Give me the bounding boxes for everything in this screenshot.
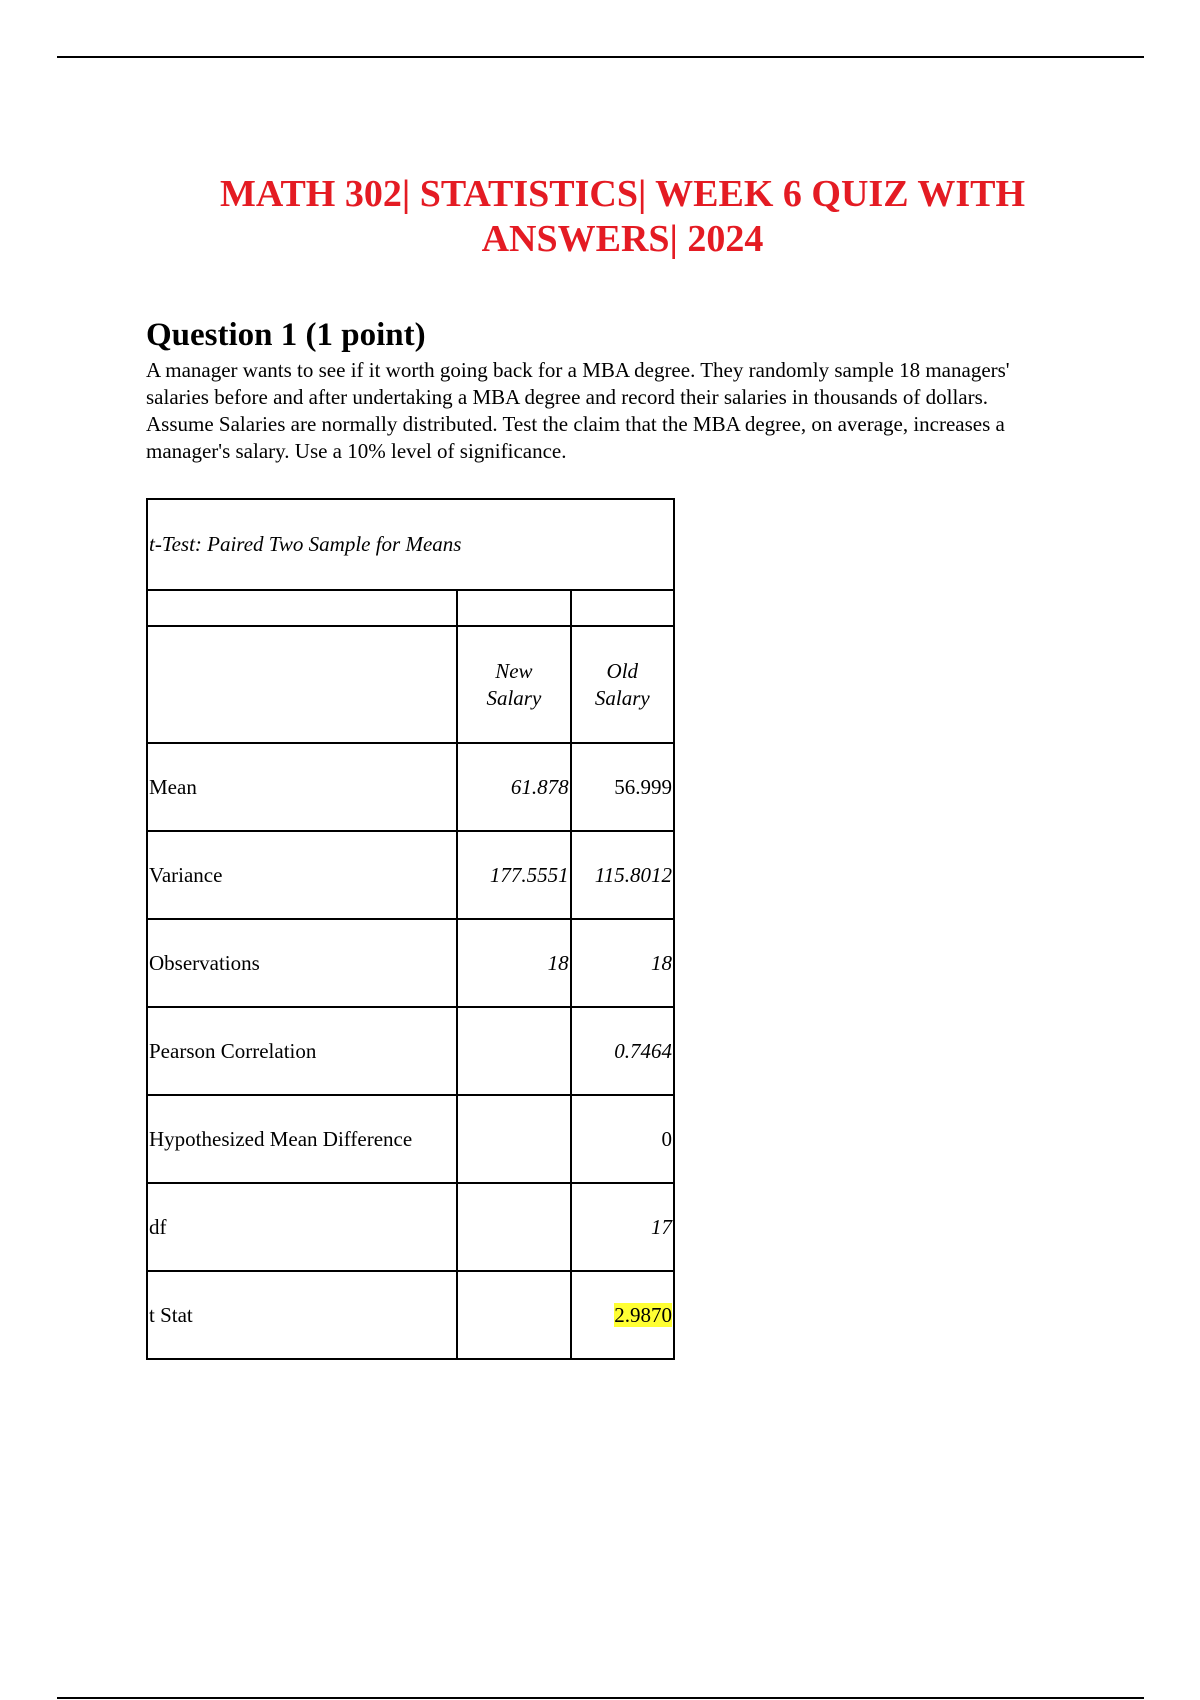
blank-cell xyxy=(457,590,570,626)
table-title: t-Test: Paired Two Sample for Means xyxy=(147,499,674,590)
table-row-mean xyxy=(147,743,674,831)
title-line-2: ANSWERS| 2024 xyxy=(481,218,764,260)
cell-old-salary: 115.8012 xyxy=(571,831,674,919)
table-row-t-stat xyxy=(147,1271,674,1359)
table-header-row xyxy=(147,626,674,743)
top-rule xyxy=(57,56,1144,58)
blank-cell xyxy=(571,590,674,626)
table-blank-row xyxy=(147,590,674,626)
document-title xyxy=(130,172,1115,262)
row-label: Hypothesized Mean Difference xyxy=(147,1095,457,1183)
title-line-1: MATH 302| STATISTICS| WEEK 6 QUIZ WITH xyxy=(219,173,1026,215)
cell-old-salary: 0.7464 xyxy=(571,1007,674,1095)
row-label: t Stat xyxy=(147,1271,457,1359)
question-heading: Question 1 (1 point) xyxy=(146,317,426,353)
cell-new-salary: 177.5551 xyxy=(457,831,570,919)
table-row-df xyxy=(147,1183,674,1271)
cell-new-salary xyxy=(457,1271,570,1359)
cell-old-salary: 17 xyxy=(571,1183,674,1271)
table-row-pearson-correlation xyxy=(147,1007,674,1095)
row-label: Pearson Correlation xyxy=(147,1007,457,1095)
question-text: A manager wants to see if it worth going back for a MBA degree. They randomly sample 18 managers' salaries before and after undertaking a MBA degree and record their salaries in thousands of dollars. Assume Salaries are normally distributed. Test the claim that the MBA degree, on average, increases a manager's salary. Use a 10% level of significance. xyxy=(146,358,1010,463)
cell-new-salary xyxy=(457,1007,570,1095)
row-label: Mean xyxy=(147,743,457,831)
cell-new-salary: 18 xyxy=(457,919,570,1007)
header-empty-cell xyxy=(147,626,457,743)
table-row-hypothesized-mean-difference xyxy=(147,1095,674,1183)
column-header-old-salary: Old Salary xyxy=(571,626,674,743)
t-test-table xyxy=(146,498,675,1360)
row-label: df xyxy=(147,1183,457,1271)
cell-old-salary: 18 xyxy=(571,919,674,1007)
cell-old-salary-highlighted xyxy=(571,1271,674,1359)
cell-new-salary xyxy=(457,1095,570,1183)
row-label: Variance xyxy=(147,831,457,919)
cell-new-salary xyxy=(457,1183,570,1271)
column-header-new-salary: New Salary xyxy=(457,626,570,743)
table-title-row xyxy=(147,499,674,590)
blank-cell xyxy=(147,590,457,626)
table-row-observations xyxy=(147,919,674,1007)
cell-old-salary: 0 xyxy=(571,1095,674,1183)
bottom-rule xyxy=(57,1697,1144,1699)
cell-old-salary: 56.999 xyxy=(571,743,674,831)
table-row-variance xyxy=(147,831,674,919)
row-label: Observations xyxy=(147,919,457,1007)
highlighted-t-stat: 2.9870 xyxy=(614,1302,672,1327)
cell-new-salary: 61.878 xyxy=(457,743,570,831)
